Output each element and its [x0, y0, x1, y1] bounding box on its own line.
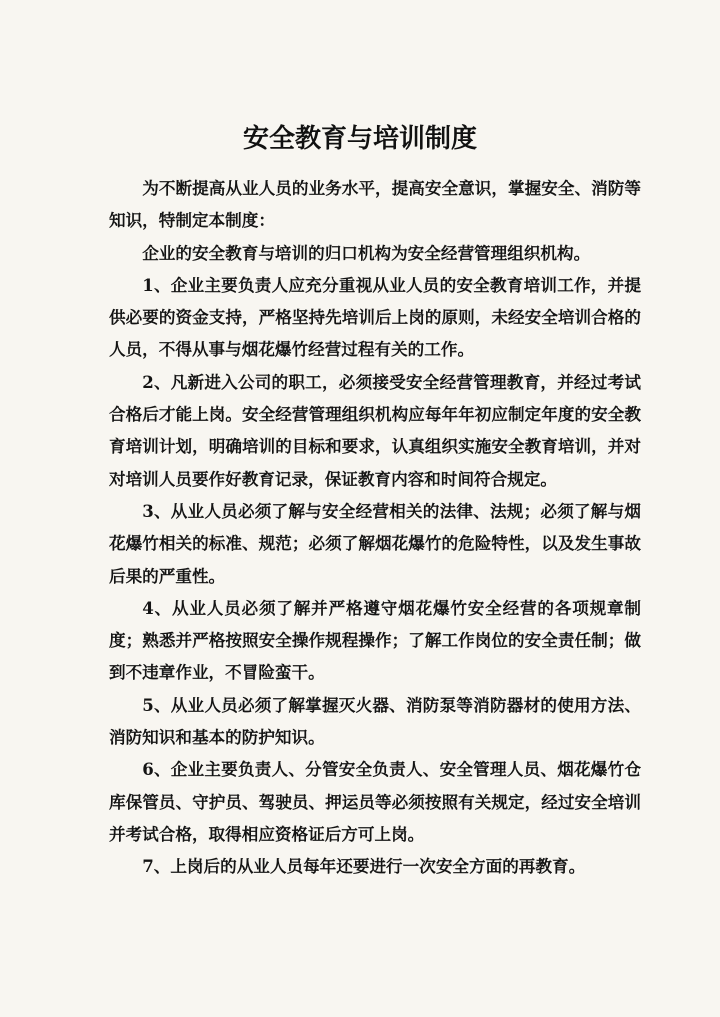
paragraph-item-3: 3、从业人员必须了解与安全经营相关的法律、法规；必须了解与烟花爆竹相关的标准、规范；必须了解烟花爆竹的危险特性，以及发生事故后果的严重性。	[109, 500, 641, 586]
paragraph-intro: 为不断提高从业人员的业务水平，提高安全意识，掌握安全、消防等知识，特制定本制度：	[109, 178, 641, 231]
document-body	[109, 172, 641, 883]
document-title: 安全教育与培训制度	[242, 124, 477, 154]
paragraph-item-2: 2、凡新进入公司的职工，必须接受安全经营管理教育，并经过考试合格后才能上岗。安全经营管理组织机构应每年年初应制定年度的安全教育培训计划，明确培训的目标和要求，认真组织实施安全教育培训，并对对培训人员要作好教育记录，保证教育内容和时间符合规定。	[109, 371, 641, 489]
paragraph-item-5: 5、从业人员必须了解掌握灭火器、消防泵等消防器材的使用方法、消防知识和基本的防护知识。	[109, 694, 641, 748]
paragraph-item-4: 4、从业人员必须了解并严格遵守烟花爆竹安全经营的各项规章制度；熟悉并严格按照安全操作规程操作；了解工作岗位的安全责任制；做到不违章作业，不冒险蛮干。	[109, 597, 641, 683]
paragraph-item-6: 6、企业主要负责人、分管安全负责人、安全管理人员、烟花爆竹仓库保管员、守护员、驾驶员、押运员等必须按照有关规定，经过安全培训并考试合格，取得相应资格证后方可上岗。	[109, 759, 641, 844]
paragraph-organization: 企业的安全教育与培训的归口机构为安全经营管理组织机构。	[142, 242, 591, 263]
paragraph-item-1: 1、企业主要负责人应充分重视从业人员的安全教育培训工作，并提供必要的资金支持，严格坚持先培训后上岗的原则，未经安全培训合格的人员，不得从事与烟花爆竹经营过程有关的工作。	[109, 274, 641, 360]
paragraph-item-7: 7、上岗后的从业人员每年还要进行一次安全方面的再教育。	[142, 856, 586, 877]
